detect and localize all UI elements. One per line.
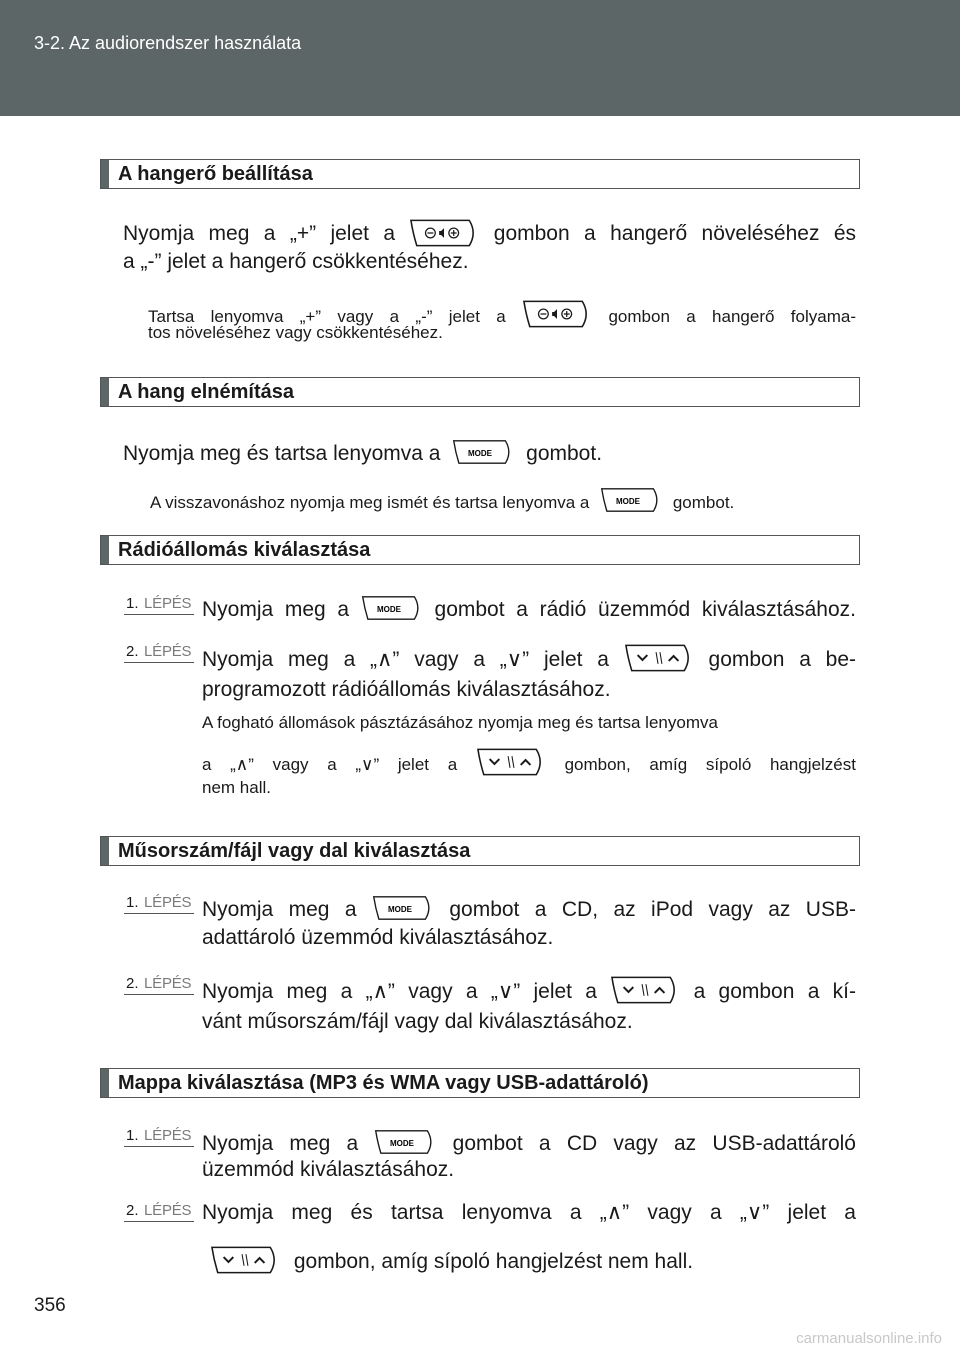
mode-button-icon: [361, 593, 423, 623]
step-badge: 1. LÉPÉS: [124, 894, 198, 914]
mode-button-icon: [452, 437, 514, 467]
folder-step2-line2: gombon, amíg sípoló hangjelzést nem hall.: [210, 1238, 693, 1280]
volume-instruction-line1: Nyomja meg a „+” jelet a gombon a hangerő növeléséhez és: [123, 210, 856, 252]
seek-up-down-icon: [624, 643, 694, 673]
radio-note-line2: a „∧” vagy a „∨” jelet a gombon, amíg sípoló hangjelzést: [202, 740, 856, 780]
mute-instruction: Nyomja meg és tartsa lenyomva a MODE gombot.: [123, 430, 602, 472]
seek-up-down-icon: [476, 747, 546, 777]
radio-step2-line1: Nyomja meg a „∧” vagy a „∨” jelet a gombon a be-: [202, 636, 856, 678]
volume-note-line2: tos növeléséhez vagy csökkentéséhez.: [148, 323, 443, 342]
mode-button-icon: [600, 485, 662, 515]
volume-minus-plus-icon: [522, 299, 592, 329]
mute-note: A visszavonáshoz nyomja meg ismét és tartsa lenyomva a MODE gombot.: [150, 478, 734, 518]
radio-step2-line2: programozott rádióállomás kiválasztásához.: [202, 678, 611, 701]
svg-text:MODE: MODE: [390, 1139, 415, 1148]
step-badge: 2. LÉPÉS: [124, 643, 198, 663]
section-heading-volume: [100, 159, 860, 189]
seek-up-down-icon: [210, 1245, 280, 1275]
svg-text:MODE: MODE: [468, 449, 493, 458]
svg-text:MODE: MODE: [376, 605, 401, 614]
track-step1-line1: Nyomja meg a MODE gombot a CD, az iPod vagy az USB-: [202, 886, 856, 928]
step-badge: 1. LÉPÉS: [124, 1127, 198, 1147]
step-badge: 2. LÉPÉS: [124, 1202, 198, 1222]
section-heading-track: [100, 836, 860, 866]
folder-step1-line2: üzemmód kiválasztásához.: [202, 1158, 455, 1181]
folder-step1-line1: Nyomja meg a MODE gombot a CD vagy az USB-adattároló: [202, 1120, 856, 1162]
page-number: 356: [34, 1295, 66, 1316]
section-title-volume: A hangerő beállítása: [118, 163, 313, 185]
section-title-track: Műsorszám/fájl vagy dal kiválasztása: [118, 840, 471, 862]
radio-note-line1: A fogható állomások pásztázásához nyomja meg és tartsa lenyomva: [202, 713, 718, 732]
seek-up-down-icon: [610, 975, 680, 1005]
section-heading-folder: [100, 1068, 860, 1098]
track-step2-line2: vánt műsorszám/fájl vagy dal kiválasztásához.: [202, 1010, 633, 1033]
svg-text:MODE: MODE: [387, 905, 412, 914]
track-step2-line1: Nyomja meg a „∧” vagy a „∨” jelet a a gombon a kí-: [202, 968, 856, 1010]
step-badge: 2. LÉPÉS: [124, 975, 198, 995]
section-heading-radio: [100, 535, 860, 565]
volume-note-line1: Tartsa lenyomva „+” vagy a „-” jelet a gombon a hangerő folyama-: [148, 292, 856, 332]
volume-instruction-line2: a „-” jelet a hangerő csökkentéséhez.: [123, 250, 469, 273]
chapter-header-bar: [0, 0, 960, 116]
folder-step2-line1: Nyomja meg és tartsa lenyomva a „∧” vagy a „∨” jelet a: [202, 1201, 856, 1224]
mode-button-icon: [372, 893, 434, 923]
chapter-title: 3-2. Az audiorendszer használata: [34, 33, 302, 53]
section-heading-mute: [100, 377, 860, 407]
step-badge: 1. LÉPÉS: [124, 595, 198, 615]
track-step1-line2: adattároló üzemmód kiválasztásához.: [202, 926, 554, 949]
radio-note-line3: nem hall.: [202, 778, 271, 797]
section-title-radio: Rádióállomás kiválasztása: [118, 539, 371, 561]
svg-text:MODE: MODE: [616, 497, 641, 506]
watermark: carmanualsonline.info: [796, 1330, 942, 1347]
section-title-mute: A hang elnémítása: [118, 381, 294, 403]
section-title-folder: Mappa kiválasztása (MP3 és WMA vagy USB-adattároló): [118, 1072, 649, 1094]
radio-step1: Nyomja meg a MODE gombot a rádió üzemmód kiválasztásához.: [202, 586, 856, 628]
